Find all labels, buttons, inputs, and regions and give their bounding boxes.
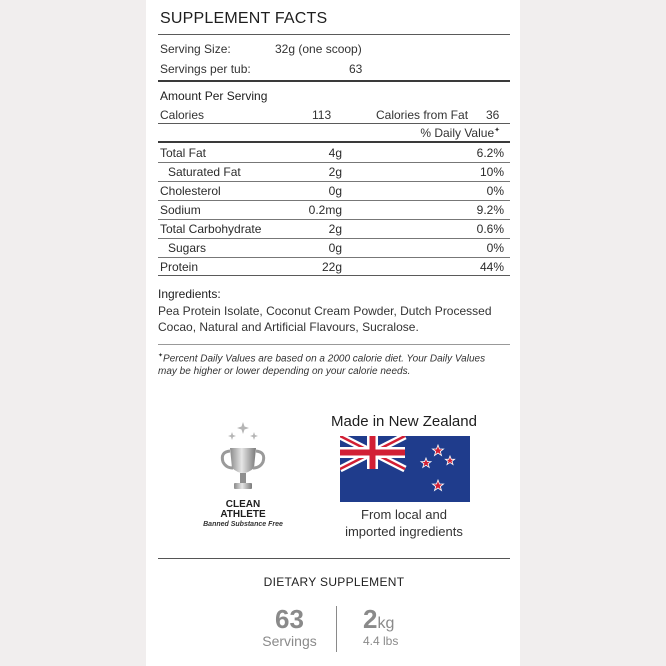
nutrient-amount: 2g: [328, 222, 342, 236]
ingredients-line-2: Cocao, Natural and Artificial Flavours, Sucralose.: [158, 320, 419, 334]
nutrient-name: Total Fat: [160, 146, 207, 160]
weight-number: 2: [363, 604, 378, 634]
calories-from-fat-value: 36: [486, 108, 500, 122]
divider: [158, 275, 510, 276]
divider: [158, 123, 510, 124]
weight-unit: kg: [377, 615, 395, 632]
nutrient-daily-value: 6.2%: [476, 146, 504, 160]
nutrient-daily-value: 44%: [479, 260, 504, 274]
nutrient-daily-value: 0.6%: [476, 222, 504, 236]
calories-label: Calories: [160, 108, 205, 122]
servings-count-label: Servings: [262, 633, 317, 649]
star-icon: ✦: [158, 353, 164, 359]
nutrient-amount: 2g: [328, 165, 342, 179]
servings-count: 63: [275, 604, 304, 634]
nutrient-daily-value: 9.2%: [476, 203, 504, 217]
badge-line-1: CLEAN: [225, 499, 261, 510]
star-icon: ✦: [494, 127, 500, 134]
divider-thick: [158, 80, 510, 82]
calories-from-fat-label: Calories from Fat: [376, 108, 469, 122]
nutrient-row: [158, 201, 510, 220]
nutrient-amount: 0g: [328, 241, 342, 255]
divider: [158, 558, 510, 559]
nutrient-amount: 0.2mg: [308, 203, 342, 217]
badge-subtitle: Banned Substance Free: [203, 521, 283, 528]
nutrient-name: Protein: [160, 260, 199, 274]
footnote-line-2: may be higher or lower depending on your calorie needs.: [158, 366, 411, 377]
dietary-supplement-label: DIETARY SUPPLEMENT: [263, 575, 405, 589]
badge-line-2: ATHLETE: [220, 509, 266, 520]
footnote-line-1: [158, 352, 485, 364]
nutrient-amount: 22g: [321, 260, 342, 274]
calories-value: 113: [312, 108, 332, 122]
amount-per-serving: Amount Per Serving: [160, 89, 268, 103]
divider: [158, 34, 510, 35]
origin-line-1: From local and: [361, 507, 447, 522]
nutrient-row: [158, 144, 510, 163]
new-zealand-flag-icon: [340, 436, 470, 502]
nutrient-daily-value: 0%: [486, 241, 504, 255]
servings-per-tub-label: Servings per tub:: [160, 62, 251, 76]
origin-title: Made in New Zealand: [331, 413, 477, 430]
nutrient-name: Sodium: [160, 203, 201, 217]
daily-value-header: [420, 126, 500, 140]
nutrient-row: [158, 182, 510, 201]
nutrient-name: Cholesterol: [160, 184, 221, 198]
product-panel: [146, 0, 520, 666]
nutrient-row: [158, 239, 510, 258]
ingredients-line-1: Pea Protein Isolate, Coconut Cream Powder, Dutch Processed: [158, 304, 492, 318]
nutrient-row: [158, 163, 510, 182]
nutrient-amount: 4g: [328, 146, 342, 160]
weight-lbs: 4.4 lbs: [363, 634, 399, 648]
nutrient-amount: 0g: [328, 184, 342, 198]
origin-line-2: imported ingredients: [345, 524, 463, 539]
daily-value-label: % Daily Value: [420, 126, 495, 140]
divider: [158, 344, 510, 345]
facts-title: SUPPLEMENT FACTS: [160, 10, 328, 27]
nutrient-name: Total Carbohydrate: [160, 222, 262, 236]
nutrient-name: Sugars: [168, 241, 207, 255]
serving-size-value: 32g (one scoop): [275, 42, 362, 56]
nutrient-daily-value: 10%: [479, 165, 504, 179]
nutrient-row: [158, 220, 510, 239]
trophy-icon: [208, 418, 278, 498]
weight-value: [363, 604, 394, 635]
nutrient-name: Saturated Fat: [168, 165, 241, 179]
ingredients-label: Ingredients:: [158, 287, 221, 301]
footnote-text: Percent Daily Values are based on a 2000 calorie diet. Your Daily Values: [163, 353, 486, 365]
divider-thick: [158, 141, 510, 143]
footer-divider: [336, 606, 337, 652]
servings-per-tub-value: 63: [349, 62, 363, 76]
serving-size-label: Serving Size:: [160, 42, 231, 56]
nutrient-daily-value: 0%: [486, 184, 504, 198]
